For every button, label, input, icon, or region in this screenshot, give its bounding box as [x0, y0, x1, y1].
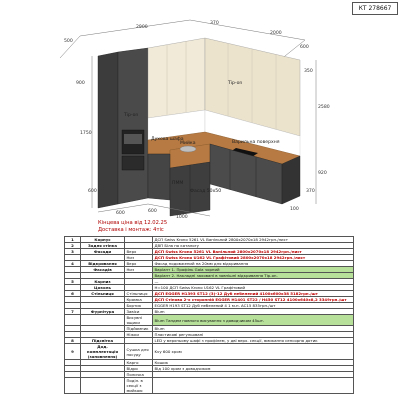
spec-cat	[81, 378, 125, 394]
spec-value: ДСП Swiss Krono 5261 VL Ванільний 2800x2070x18 2942грн./лист	[153, 237, 354, 243]
spec-sub: Стільниця	[125, 291, 153, 297]
spec-value: Варіант 2. Накладні заховані в зовнішні відкривання Tip-on.	[153, 273, 354, 279]
spec-sub: Верх	[125, 261, 153, 267]
label-sink: Мийка	[180, 141, 196, 146]
dim-left-base: 600	[88, 189, 97, 194]
spec-value: Blum Тандем повного висування з доводчиком 45шт.	[153, 315, 354, 326]
spec-sub: Висувні ящики	[125, 315, 153, 326]
dim-upper-height: 900	[76, 81, 85, 86]
spec-num: 3	[65, 249, 81, 255]
spec-value: H=100 ДСП Swiss Krono U162 VL Графітовий	[153, 285, 354, 291]
spec-sub: Верх	[125, 249, 153, 255]
spec-num: 4	[65, 261, 81, 267]
spec-cat: Дод. комплектація (заповнення)	[81, 344, 125, 360]
spec-value: Варіант 1. Профіль Gola чорний	[153, 267, 354, 273]
spec-sub: Підйомник	[125, 326, 153, 332]
note-price-date: Кінцева ціна від 12.02.25	[98, 220, 168, 226]
spec-value: ДСП Swiss Krono 5261 VL Ванільний 2800x2070x18 2942грн./лист	[153, 249, 354, 255]
spec-value: Blum	[153, 309, 354, 315]
microwave	[122, 156, 144, 170]
spec-sub: Поділ. в секції з мийкою	[125, 378, 153, 394]
spec-sub: Кромка	[125, 297, 153, 303]
spec-num: 9	[65, 344, 81, 360]
dim-front-width: 1000	[176, 215, 188, 218]
document-code: КТ 278667	[352, 2, 398, 15]
spec-value	[153, 378, 354, 394]
dim-corner: 600	[300, 45, 309, 50]
dim-top-depth: 370	[210, 21, 219, 26]
dim-side-depth: 370	[306, 189, 315, 194]
dim-plinth: 100	[290, 207, 299, 212]
spec-num	[65, 315, 81, 326]
label-handle-left: Tip-on	[124, 113, 139, 118]
spec-cat: Стільниця	[81, 291, 125, 297]
spec-num: 7	[65, 309, 81, 315]
kitchen-svg	[0, 14, 400, 218]
label-handle-right: Tip-on	[228, 81, 243, 86]
spec-value: Пластикові регульовані	[153, 332, 354, 338]
price-notes	[98, 220, 167, 233]
spec-row	[65, 344, 354, 360]
spec-num: 8	[65, 338, 81, 344]
spec-value: ДСП Swiss Krono U162 VL Графітовий 2800x2070x18 2942грн./лист	[153, 255, 354, 261]
spec-value: Blum	[153, 326, 354, 332]
label-hob: Варильна поверхня	[232, 140, 280, 145]
spec-sub: Поличка	[125, 372, 153, 378]
dim-left-width: 600	[116, 211, 125, 216]
label-facade: Фасад 50x50	[190, 189, 222, 194]
spec-value: Фасад подовжений на 20мм для відкривання	[153, 261, 354, 267]
spec-value: Від 100 хром з доводчиком	[153, 366, 354, 372]
label-oven: Духова шафа	[151, 137, 184, 142]
dim-upper-tall: 350	[304, 69, 313, 74]
kitchen-3d-drawing	[0, 14, 400, 218]
spec-num	[65, 378, 81, 394]
dim-worktop-height: 1750	[80, 131, 92, 136]
spec-value: ДВП Біла по каталогу	[153, 243, 354, 249]
note-delivery: Доставка і монтаж: 4тіс	[98, 226, 164, 233]
spec-sub: Низ	[125, 267, 153, 273]
spec-sub: Сушка для посуду	[125, 344, 153, 360]
tall-column-front	[118, 48, 148, 204]
spec-value: Кошик	[153, 360, 354, 366]
spec-num: 1	[65, 237, 81, 243]
spec-row	[65, 378, 354, 394]
spec-num: 2	[65, 243, 81, 249]
spec-cat	[81, 315, 125, 326]
spec-value: LED у верхньому шафі з профілем, у дві верх. секції, вмикання сенсорна дотик	[153, 338, 354, 344]
spec-value: ДСП EGGER H1393 ST12 (3)-12 Дуб небелений 4100x600x38 5182грн./шт	[153, 291, 354, 297]
upper-cabinets-back	[148, 38, 205, 118]
spec-sub: Відро	[125, 366, 153, 372]
dim-front-depth: 600	[148, 209, 157, 214]
spec-cat: Корпус	[81, 237, 125, 243]
label-dishwasher: ПММ	[172, 181, 184, 186]
spec-value: Kvy 600 хром	[153, 344, 354, 360]
base-left	[148, 154, 170, 200]
spec-sub: Ніжки	[125, 332, 153, 338]
spec-value: —	[153, 279, 354, 285]
spec-value: EGGER H193 ST12 Дуб небелений 4 1 м.п. AC15 835грн./шт	[153, 303, 354, 309]
dim-base-height: 920	[318, 171, 327, 176]
spec-cat: Карниз	[81, 279, 125, 285]
sink	[180, 146, 196, 152]
spec-cat: Підсвітка	[81, 338, 125, 344]
tall-column-side	[98, 52, 118, 208]
spec-row	[65, 291, 354, 297]
dim-height-total: 2580	[318, 105, 330, 110]
spec-table	[64, 236, 354, 394]
spec-cat: Цоколь	[81, 285, 125, 291]
spec-cat: Задня стінка	[81, 243, 125, 249]
spec-cat: Фасадів	[81, 267, 125, 273]
spec-sub: Низ	[125, 255, 153, 261]
spec-sub: Завіси	[125, 309, 153, 315]
dim-top-length: 2900	[136, 25, 148, 30]
spec-num: 5	[65, 279, 81, 285]
base-end	[282, 156, 300, 204]
dim-left-depth: 500	[64, 39, 73, 44]
spec-row	[65, 338, 354, 344]
spec-value: ДСП Стінова 2-х сторонній EGGER H1401 ST22 / H450 ST12 4100x640x8,2 3349грн./шт	[153, 297, 354, 303]
spec-row	[65, 315, 354, 326]
oven-window	[124, 134, 142, 144]
spec-cat: Фасади	[81, 249, 125, 255]
spec-sub: Бортик	[125, 303, 153, 309]
dim-right-width: 2000	[270, 31, 282, 36]
spec-cat: Фурнітура	[81, 309, 125, 315]
spec-sub: Карго	[125, 360, 153, 366]
spec-cat: Відкривання	[81, 261, 125, 267]
spec-num: 6	[65, 291, 81, 297]
